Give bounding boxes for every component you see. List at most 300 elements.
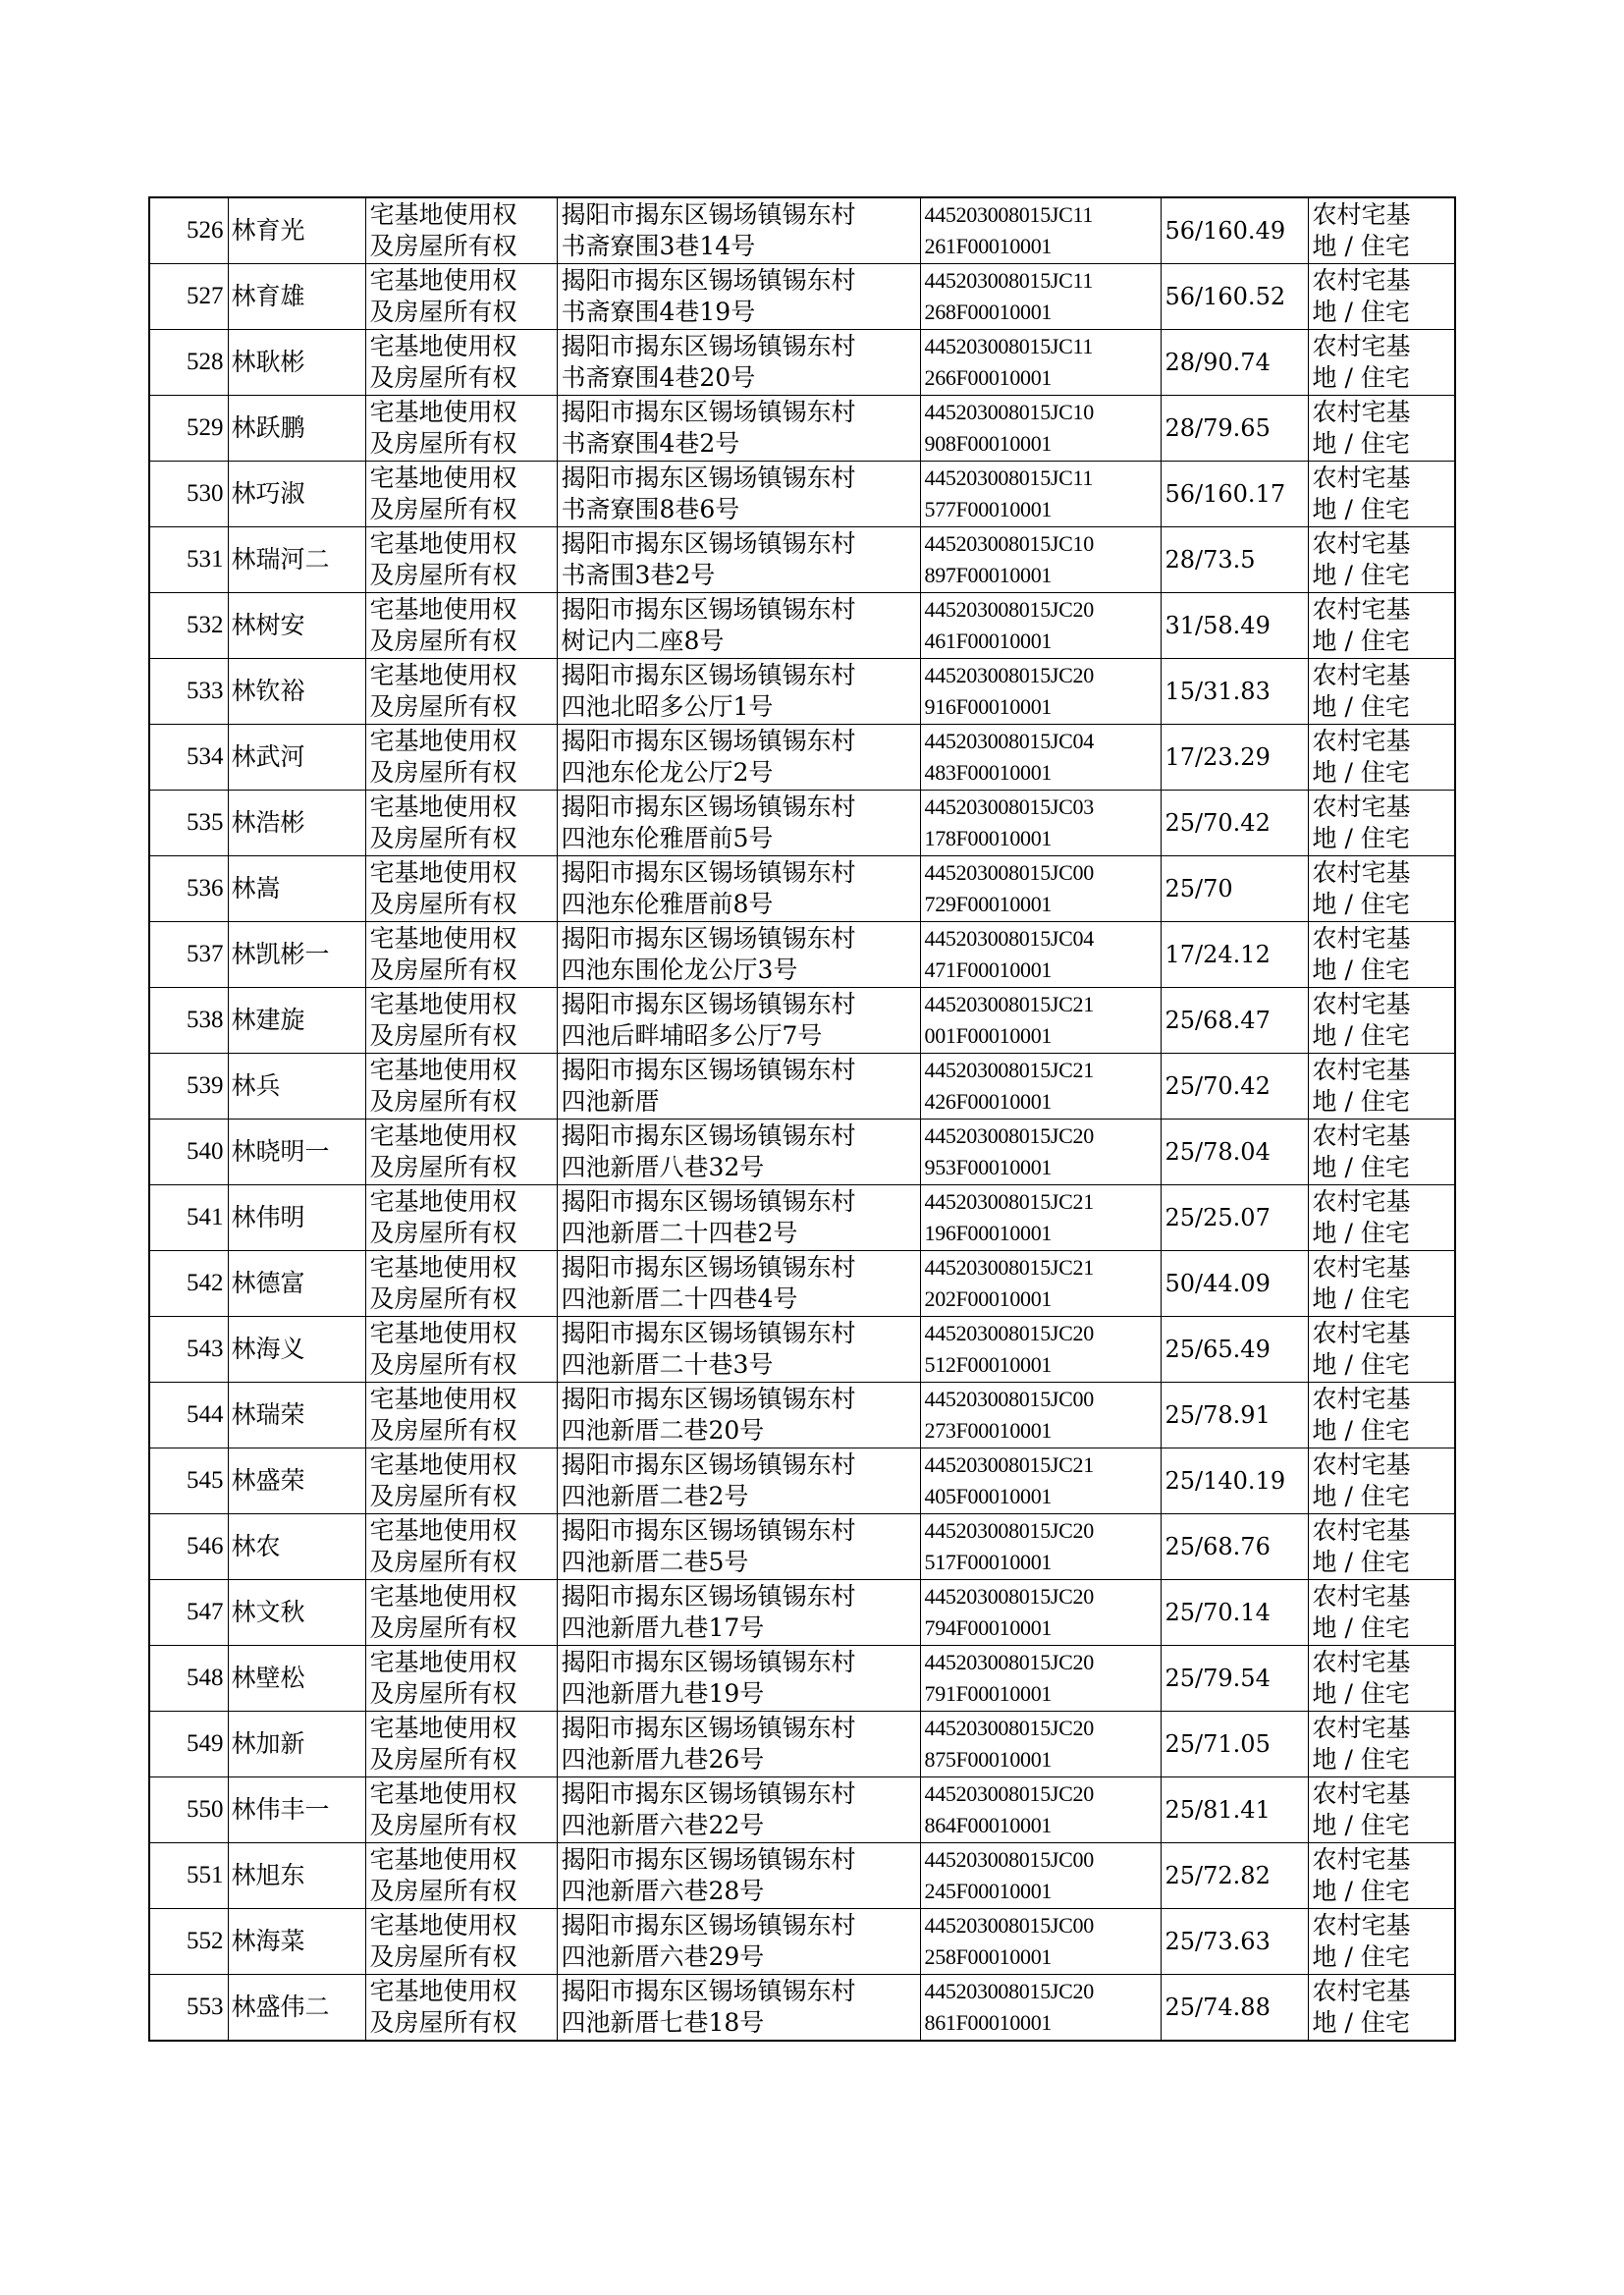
right-type-line-2: 及房屋所有权 — [369, 1679, 517, 1708]
land-use-line-1: 农村宅基 — [1312, 727, 1411, 755]
right-type — [365, 1646, 557, 1712]
area-value: 25/81.41 — [1161, 1777, 1308, 1843]
right-type — [365, 1514, 557, 1580]
right-type-line-1: 宅基地使用权 — [369, 1056, 517, 1084]
table-row — [149, 1975, 1455, 2042]
area-value: 25/140.19 — [1161, 1448, 1308, 1514]
address-line-1: 揭阳市揭东区锡场镇锡东村 — [561, 1845, 856, 1874]
land-use — [1308, 1185, 1455, 1251]
owner-name: 林浩彬 — [228, 791, 365, 856]
address-line-2: 四池新厝二十巷3号 — [561, 1350, 774, 1379]
unit-code — [920, 1580, 1161, 1646]
unit-code-line-2: 258F00010001 — [924, 1944, 1053, 1969]
right-type-line-1: 宅基地使用权 — [369, 595, 517, 624]
row-number: 541 — [149, 1185, 228, 1251]
land-use-line-1: 农村宅基 — [1312, 858, 1411, 887]
land-use — [1308, 1646, 1455, 1712]
land-use-line-2: 地 / 住宅 — [1312, 692, 1410, 721]
land-use-line-1: 农村宅基 — [1312, 595, 1411, 624]
address-line-1: 揭阳市揭东区锡场镇锡东村 — [561, 792, 856, 821]
table-row — [149, 593, 1455, 659]
owner-name: 林海义 — [228, 1317, 365, 1383]
unit-code-line-1: 445203008015JC20 — [924, 1584, 1094, 1609]
unit-code-line-2: 273F00010001 — [924, 1418, 1053, 1443]
land-use-line-2: 地 / 住宅 — [1312, 1613, 1410, 1642]
right-type — [365, 1777, 557, 1843]
owner-name: 林巧淑 — [228, 462, 365, 527]
table-row — [149, 1383, 1455, 1448]
owner-name: 林农 — [228, 1514, 365, 1580]
land-use — [1308, 1580, 1455, 1646]
area-value: 25/78.04 — [1161, 1120, 1308, 1185]
address-line-2: 书斋围3巷2号 — [561, 561, 716, 589]
property-address — [557, 1185, 920, 1251]
unit-code-line-2: 791F00010001 — [924, 1681, 1053, 1706]
address-line-2: 四池东伦雅厝前8号 — [561, 890, 774, 918]
owner-name: 林育雄 — [228, 264, 365, 330]
table-row — [149, 1120, 1455, 1185]
unit-code-line-2: 405F00010001 — [924, 1484, 1053, 1508]
owner-name: 林树安 — [228, 593, 365, 659]
table-row — [149, 1185, 1455, 1251]
unit-code-line-2: 266F00010001 — [924, 365, 1053, 390]
unit-code — [920, 1777, 1161, 1843]
property-address — [557, 856, 920, 922]
land-use-line-1: 农村宅基 — [1312, 1056, 1411, 1084]
land-use-line-1: 农村宅基 — [1312, 1648, 1411, 1676]
land-use-line-1: 农村宅基 — [1312, 332, 1411, 360]
unit-code — [920, 1909, 1161, 1975]
unit-code-line-2: 461F00010001 — [924, 628, 1053, 653]
land-use-line-2: 地 / 住宅 — [1312, 1548, 1410, 1576]
land-use-line-1: 农村宅基 — [1312, 924, 1411, 953]
address-line-1: 揭阳市揭东区锡场镇锡东村 — [561, 266, 856, 295]
land-use-line-1: 农村宅基 — [1312, 1714, 1411, 1742]
table-row — [149, 1448, 1455, 1514]
land-use-line-1: 农村宅基 — [1312, 1253, 1411, 1282]
address-line-1: 揭阳市揭东区锡场镇锡东村 — [561, 858, 856, 887]
unit-code — [920, 593, 1161, 659]
area-value: 25/68.76 — [1161, 1514, 1308, 1580]
right-type — [365, 1843, 557, 1909]
unit-code — [920, 1251, 1161, 1317]
unit-code — [920, 1185, 1161, 1251]
property-address — [557, 527, 920, 593]
right-type — [365, 791, 557, 856]
owner-name: 林海菜 — [228, 1909, 365, 1975]
right-type-line-2: 及房屋所有权 — [369, 1350, 517, 1379]
unit-code — [920, 197, 1161, 264]
right-type — [365, 1975, 557, 2042]
table-row — [149, 1712, 1455, 1777]
unit-code-line-2: 268F00010001 — [924, 300, 1053, 324]
unit-code-line-2: 196F00010001 — [924, 1221, 1053, 1245]
right-type-line-1: 宅基地使用权 — [369, 1187, 517, 1216]
land-use-line-2: 地 / 住宅 — [1312, 1284, 1410, 1313]
address-line-2: 四池后畔埔昭多公厅7号 — [561, 1021, 823, 1050]
address-line-2: 四池新厝 — [561, 1087, 660, 1116]
land-use-line-1: 农村宅基 — [1312, 792, 1411, 821]
land-use — [1308, 527, 1455, 593]
property-address — [557, 1383, 920, 1448]
table-row — [149, 1251, 1455, 1317]
unit-code — [920, 988, 1161, 1054]
land-use — [1308, 1909, 1455, 1975]
row-number: 538 — [149, 988, 228, 1054]
unit-code-line-1: 445203008015JC11 — [924, 465, 1094, 490]
address-line-1: 揭阳市揭东区锡场镇锡东村 — [561, 1450, 856, 1479]
right-type-line-2: 及房屋所有权 — [369, 692, 517, 721]
property-address — [557, 1777, 920, 1843]
right-type-line-2: 及房屋所有权 — [369, 627, 517, 655]
land-use-line-2: 地 / 住宅 — [1312, 1811, 1410, 1839]
area-value: 25/74.88 — [1161, 1975, 1308, 2042]
unit-code-line-1: 445203008015JC21 — [924, 992, 1094, 1016]
owner-name: 林加新 — [228, 1712, 365, 1777]
unit-code-line-1: 445203008015JC21 — [924, 1255, 1094, 1280]
property-address — [557, 791, 920, 856]
unit-code-line-1: 445203008015JC10 — [924, 400, 1094, 424]
property-address — [557, 462, 920, 527]
right-type — [365, 264, 557, 330]
right-type-line-1: 宅基地使用权 — [369, 661, 517, 689]
right-type — [365, 593, 557, 659]
right-type — [365, 1580, 557, 1646]
unit-code-line-2: 729F00010001 — [924, 892, 1053, 916]
row-number: 552 — [149, 1909, 228, 1975]
right-type-line-1: 宅基地使用权 — [369, 1450, 517, 1479]
area-value: 28/73.5 — [1161, 527, 1308, 593]
unit-code-line-1: 445203008015JC21 — [924, 1452, 1094, 1477]
unit-code — [920, 1646, 1161, 1712]
land-use-line-1: 农村宅基 — [1312, 200, 1411, 229]
land-use — [1308, 1712, 1455, 1777]
right-type-line-2: 及房屋所有权 — [369, 232, 517, 260]
area-value: 17/24.12 — [1161, 922, 1308, 988]
land-use — [1308, 197, 1455, 264]
land-use-line-2: 地 / 住宅 — [1312, 1350, 1410, 1379]
land-use-line-1: 农村宅基 — [1312, 1450, 1411, 1479]
right-type-line-1: 宅基地使用权 — [369, 727, 517, 755]
right-type-line-1: 宅基地使用权 — [369, 1319, 517, 1347]
unit-code — [920, 1383, 1161, 1448]
address-line-1: 揭阳市揭东区锡场镇锡东村 — [561, 1648, 856, 1676]
owner-name: 林伟丰一 — [228, 1777, 365, 1843]
unit-code-line-1: 445203008015JC00 — [924, 1913, 1094, 1938]
land-use — [1308, 1120, 1455, 1185]
row-number: 542 — [149, 1251, 228, 1317]
area-value: 56/160.52 — [1161, 264, 1308, 330]
right-type-line-1: 宅基地使用权 — [369, 332, 517, 360]
land-use-line-1: 农村宅基 — [1312, 1187, 1411, 1216]
right-type-line-1: 宅基地使用权 — [369, 1779, 517, 1808]
unit-code-line-1: 445203008015JC20 — [924, 1518, 1094, 1543]
unit-code-line-2: 897F00010001 — [924, 563, 1053, 587]
land-use-line-1: 农村宅基 — [1312, 1779, 1411, 1808]
unit-code-line-1: 445203008015JC00 — [924, 1387, 1094, 1411]
right-type-line-1: 宅基地使用权 — [369, 1648, 517, 1676]
unit-code-line-1: 445203008015JC00 — [924, 860, 1094, 885]
address-line-1: 揭阳市揭东区锡场镇锡东村 — [561, 1253, 856, 1282]
land-use-line-2: 地 / 住宅 — [1312, 758, 1410, 787]
right-type-line-2: 及房屋所有权 — [369, 1548, 517, 1576]
address-line-1: 揭阳市揭东区锡场镇锡东村 — [561, 1056, 856, 1084]
unit-code — [920, 1975, 1161, 2042]
unit-code-line-1: 445203008015JC11 — [924, 268, 1094, 293]
land-use — [1308, 396, 1455, 462]
address-line-1: 揭阳市揭东区锡场镇锡东村 — [561, 924, 856, 953]
land-use — [1308, 1448, 1455, 1514]
unit-code-line-2: 001F00010001 — [924, 1023, 1053, 1048]
property-address — [557, 264, 920, 330]
unit-code-line-1: 445203008015JC20 — [924, 1716, 1094, 1740]
row-number: 539 — [149, 1054, 228, 1120]
right-type-line-1: 宅基地使用权 — [369, 1516, 517, 1545]
owner-name: 林耿彬 — [228, 330, 365, 396]
table-row — [149, 462, 1455, 527]
unit-code-line-1: 445203008015JC20 — [924, 1979, 1094, 2003]
area-value: 56/160.49 — [1161, 197, 1308, 264]
owner-name: 林钦裕 — [228, 659, 365, 725]
property-address — [557, 396, 920, 462]
row-number: 532 — [149, 593, 228, 659]
right-type — [365, 1054, 557, 1120]
owner-name: 林瑞河二 — [228, 527, 365, 593]
address-line-2: 四池新厝八巷32号 — [561, 1153, 765, 1181]
address-line-2: 书斋寮围3巷14号 — [561, 232, 756, 260]
row-number: 545 — [149, 1448, 228, 1514]
table-row — [149, 1843, 1455, 1909]
unit-code-line-2: 953F00010001 — [924, 1155, 1053, 1179]
right-type-line-2: 及房屋所有权 — [369, 1942, 517, 1971]
owner-name: 林武河 — [228, 725, 365, 791]
unit-code-line-2: 577F00010001 — [924, 497, 1053, 521]
land-use-line-1: 农村宅基 — [1312, 266, 1411, 295]
address-line-1: 揭阳市揭东区锡场镇锡东村 — [561, 1779, 856, 1808]
property-address — [557, 988, 920, 1054]
address-line-2: 四池新厝二巷5号 — [561, 1548, 749, 1576]
land-use-line-2: 地 / 住宅 — [1312, 1745, 1410, 1774]
unit-code — [920, 462, 1161, 527]
land-use-line-1: 农村宅基 — [1312, 1516, 1411, 1545]
land-use-line-2: 地 / 住宅 — [1312, 232, 1410, 260]
unit-code-line-1: 445203008015JC04 — [924, 926, 1094, 951]
table-row — [149, 197, 1455, 264]
land-use — [1308, 922, 1455, 988]
address-line-2: 四池东伦龙公厅2号 — [561, 758, 774, 787]
owner-name: 林嵩 — [228, 856, 365, 922]
unit-code — [920, 1712, 1161, 1777]
table-row — [149, 791, 1455, 856]
property-address — [557, 1580, 920, 1646]
property-address — [557, 1843, 920, 1909]
right-type — [365, 1383, 557, 1448]
right-type-line-2: 及房屋所有权 — [369, 495, 517, 523]
property-address — [557, 197, 920, 264]
registry-table-body — [149, 197, 1455, 2041]
right-type-line-2: 及房屋所有权 — [369, 1745, 517, 1774]
unit-code — [920, 527, 1161, 593]
right-type-line-1: 宅基地使用权 — [369, 858, 517, 887]
address-line-1: 揭阳市揭东区锡场镇锡东村 — [561, 1516, 856, 1545]
land-use-line-1: 农村宅基 — [1312, 1977, 1411, 2005]
land-use-line-2: 地 / 住宅 — [1312, 429, 1410, 458]
right-type-line-2: 及房屋所有权 — [369, 1613, 517, 1642]
address-line-2: 四池新厝七巷18号 — [561, 2008, 765, 2037]
row-number: 550 — [149, 1777, 228, 1843]
row-number: 527 — [149, 264, 228, 330]
property-address — [557, 330, 920, 396]
unit-code — [920, 922, 1161, 988]
right-type-line-1: 宅基地使用权 — [369, 200, 517, 229]
table-row — [149, 527, 1455, 593]
table-row — [149, 264, 1455, 330]
table-row — [149, 1580, 1455, 1646]
right-type-line-2: 及房屋所有权 — [369, 824, 517, 852]
address-line-2: 四池北昭多公厅1号 — [561, 692, 774, 721]
area-value: 25/68.47 — [1161, 988, 1308, 1054]
address-line-1: 揭阳市揭东区锡场镇锡东村 — [561, 398, 856, 426]
unit-code — [920, 1514, 1161, 1580]
land-use-line-1: 农村宅基 — [1312, 1582, 1411, 1611]
right-type-line-1: 宅基地使用权 — [369, 1845, 517, 1874]
area-value: 15/31.83 — [1161, 659, 1308, 725]
right-type — [365, 1185, 557, 1251]
land-use-line-2: 地 / 住宅 — [1312, 1416, 1410, 1445]
land-use-line-2: 地 / 住宅 — [1312, 824, 1410, 852]
land-use — [1308, 330, 1455, 396]
right-type-line-2: 及房屋所有权 — [369, 1416, 517, 1445]
area-value: 25/70.42 — [1161, 791, 1308, 856]
address-line-2: 四池新厝九巷19号 — [561, 1679, 765, 1708]
address-line-2: 四池新厝六巷28号 — [561, 1877, 765, 1905]
owner-name: 林旭东 — [228, 1843, 365, 1909]
right-type — [365, 1909, 557, 1975]
right-type-line-2: 及房屋所有权 — [369, 1284, 517, 1313]
land-use-line-1: 农村宅基 — [1312, 1845, 1411, 1874]
right-type — [365, 527, 557, 593]
owner-name: 林凯彬一 — [228, 922, 365, 988]
property-address — [557, 1975, 920, 2042]
address-line-1: 揭阳市揭东区锡场镇锡东村 — [561, 1977, 856, 2005]
land-use-line-2: 地 / 住宅 — [1312, 1942, 1410, 1971]
land-use — [1308, 1843, 1455, 1909]
address-line-1: 揭阳市揭东区锡场镇锡东村 — [561, 1582, 856, 1611]
land-use-line-2: 地 / 住宅 — [1312, 627, 1410, 655]
land-use-line-1: 农村宅基 — [1312, 464, 1411, 492]
area-value: 28/79.65 — [1161, 396, 1308, 462]
right-type — [365, 1317, 557, 1383]
unit-code-line-1: 445203008015JC21 — [924, 1058, 1094, 1082]
unit-code-line-2: 483F00010001 — [924, 760, 1053, 785]
right-type-line-1: 宅基地使用权 — [369, 1582, 517, 1611]
table-row — [149, 659, 1455, 725]
unit-code-line-1: 445203008015JC20 — [924, 1781, 1094, 1806]
area-value: 25/73.63 — [1161, 1909, 1308, 1975]
address-line-2: 四池新厝二巷20号 — [561, 1416, 765, 1445]
area-value: 25/25.07 — [1161, 1185, 1308, 1251]
land-use-line-2: 地 / 住宅 — [1312, 1679, 1410, 1708]
table-row — [149, 725, 1455, 791]
address-line-2: 四池新厝九巷26号 — [561, 1745, 765, 1774]
owner-name: 林建旋 — [228, 988, 365, 1054]
right-type-line-1: 宅基地使用权 — [369, 529, 517, 558]
right-type — [365, 197, 557, 264]
land-use — [1308, 1975, 1455, 2042]
unit-code — [920, 1448, 1161, 1514]
right-type-line-1: 宅基地使用权 — [369, 990, 517, 1018]
owner-name: 林德富 — [228, 1251, 365, 1317]
row-number: 551 — [149, 1843, 228, 1909]
right-type — [365, 1120, 557, 1185]
unit-code-line-1: 445203008015JC00 — [924, 1847, 1094, 1872]
area-value: 25/70.14 — [1161, 1580, 1308, 1646]
address-line-2: 四池新厝六巷22号 — [561, 1811, 765, 1839]
address-line-1: 揭阳市揭东区锡场镇锡东村 — [561, 990, 856, 1018]
right-type-line-1: 宅基地使用权 — [369, 1253, 517, 1282]
unit-code — [920, 725, 1161, 791]
address-line-2: 四池东围伦龙公厅3号 — [561, 956, 798, 984]
land-use-line-2: 地 / 住宅 — [1312, 1482, 1410, 1510]
land-use — [1308, 791, 1455, 856]
right-type-line-1: 宅基地使用权 — [369, 1977, 517, 2005]
owner-name: 林文秋 — [228, 1580, 365, 1646]
land-use-line-1: 农村宅基 — [1312, 1385, 1411, 1413]
owner-name: 林盛荣 — [228, 1448, 365, 1514]
right-type-line-2: 及房屋所有权 — [369, 890, 517, 918]
land-use-line-2: 地 / 住宅 — [1312, 1021, 1410, 1050]
area-value: 25/70 — [1161, 856, 1308, 922]
unit-code — [920, 1054, 1161, 1120]
row-number: 553 — [149, 1975, 228, 2042]
owner-name: 林瑞荣 — [228, 1383, 365, 1448]
right-type-line-1: 宅基地使用权 — [369, 924, 517, 953]
right-type-line-2: 及房屋所有权 — [369, 956, 517, 984]
land-use-line-2: 地 / 住宅 — [1312, 561, 1410, 589]
unit-code-line-1: 445203008015JC20 — [924, 1321, 1094, 1345]
land-use-line-2: 地 / 住宅 — [1312, 495, 1410, 523]
right-type-line-1: 宅基地使用权 — [369, 398, 517, 426]
right-type-line-1: 宅基地使用权 — [369, 464, 517, 492]
row-number: 547 — [149, 1580, 228, 1646]
unit-code — [920, 396, 1161, 462]
address-line-1: 揭阳市揭东区锡场镇锡东村 — [561, 464, 856, 492]
table-row — [149, 1054, 1455, 1120]
address-line-2: 四池新厝二十四巷2号 — [561, 1219, 798, 1247]
right-type-line-2: 及房屋所有权 — [369, 1153, 517, 1181]
table-row — [149, 1777, 1455, 1843]
address-line-1: 揭阳市揭东区锡场镇锡东村 — [561, 1714, 856, 1742]
area-value: 31/58.49 — [1161, 593, 1308, 659]
unit-code — [920, 1120, 1161, 1185]
right-type — [365, 922, 557, 988]
right-type-line-2: 及房屋所有权 — [369, 1482, 517, 1510]
address-line-2: 书斋寮围4巷20号 — [561, 363, 756, 392]
table-row — [149, 1317, 1455, 1383]
area-value: 25/78.91 — [1161, 1383, 1308, 1448]
property-address — [557, 1251, 920, 1317]
owner-name: 林晓明一 — [228, 1120, 365, 1185]
land-use — [1308, 1317, 1455, 1383]
land-use-line-2: 地 / 住宅 — [1312, 890, 1410, 918]
property-address — [557, 1909, 920, 1975]
address-line-2: 四池新厝二十四巷4号 — [561, 1284, 798, 1313]
unit-code-line-1: 445203008015JC20 — [924, 597, 1094, 622]
address-line-2: 书斋寮围4巷19号 — [561, 298, 756, 326]
land-use — [1308, 1383, 1455, 1448]
land-use-line-2: 地 / 住宅 — [1312, 363, 1410, 392]
address-line-1: 揭阳市揭东区锡场镇锡东村 — [561, 529, 856, 558]
